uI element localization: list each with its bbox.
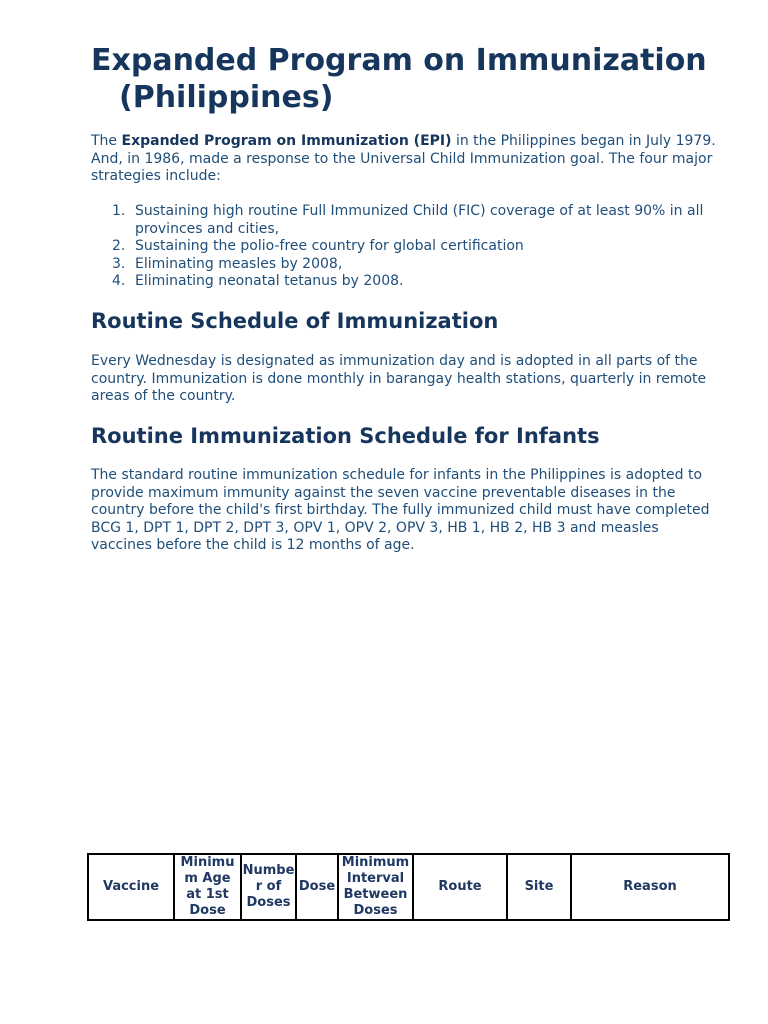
list-text: Eliminating neonatal tetanus by 2008. [135,273,404,289]
list-item [91,256,731,274]
list-text: Eliminating measles by 2008, [135,255,343,272]
routine-schedule-paragraph: Every Wednesday is designated as immunization day and is adopted in all parts of the country. Immunization is done monthly in barangay health stations, quarterly in remote areas of the country. [91,353,707,404]
list-item [91,273,731,291]
column-header-minimum-interval: Minimum Interval Between Doses [338,854,413,920]
infant-schedule-paragraph: The standard routine immunization schedule for infants in the Philippines is adopted to provide maximum immunity against the seven vaccine preventable diseases in the country before the child's first birthday. The fully immunized child must have completed BCG 1, DPT 1, DPT 2, DPT 3, OPV 1, OPV 2, OPV 3, HB 1, HB 2, HB 3 and measles vaccines before the child is 12 months of age. [91,467,710,553]
column-header-site: Site [507,854,571,920]
column-header-dose: Dose [296,854,338,920]
page-title [91,42,731,116]
list-number: 3. [112,255,126,272]
list-item [91,203,731,238]
list-number: 1. [112,203,126,219]
list-text: Sustaining high routine Full Immunized Child (FIC) coverage of at least 90% in all provinces and cities, [135,203,704,237]
column-header-number-of-doses: Number of Doses [241,854,296,920]
page-title-line1: Expanded Program on Immunization [91,43,707,78]
column-header-route: Route [413,854,507,920]
section-heading-routine-schedule: Routine Schedule of Immunization [91,309,499,333]
strategies-list [91,203,731,291]
section-heading-infant-schedule: Routine Immunization Schedule for Infants [91,424,600,448]
list-item [91,238,731,256]
list-number: 4. [112,273,126,289]
intro-bold-term: Expanded Program on Immunization (EPI) [121,133,452,149]
column-header-minimum-age: Minimum Age at 1st Dose [174,854,241,920]
column-header-vaccine: Vaccine [88,854,174,920]
immunization-table [87,853,730,921]
list-number: 2. [112,238,126,254]
page-title-line2: (Philippines) [119,80,334,115]
table-header-row [88,854,729,920]
list-text: Sustaining the polio-free country for global certification [135,238,524,254]
intro-prefix: The [91,133,122,149]
intro-suffix: in the Philippines began in July 1979. And, in 1986, made a response to the Universal Child Immunization goal. The four major strategies include: [91,133,716,184]
column-header-reason: Reason [571,854,729,920]
intro-paragraph [91,133,721,186]
